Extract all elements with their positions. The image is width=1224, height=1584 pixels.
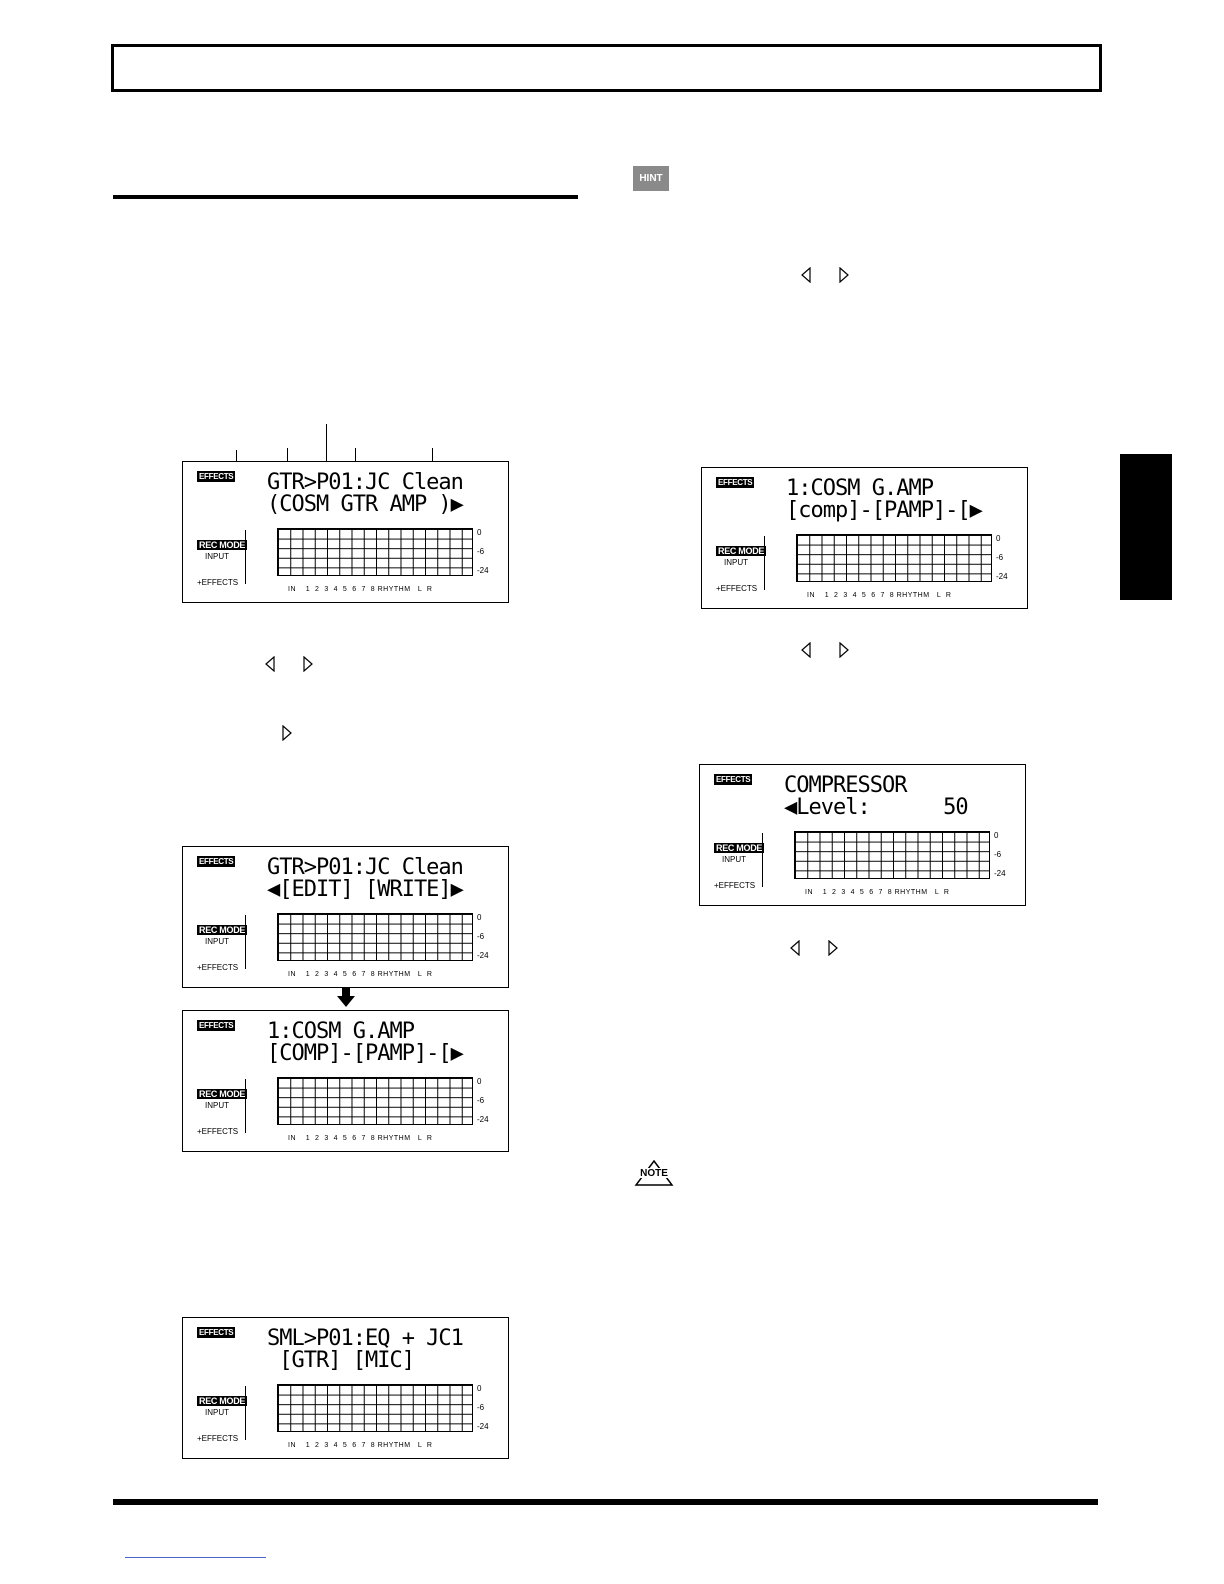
divider [245, 1079, 246, 1133]
leader-line [326, 424, 327, 464]
lcd-line-2: (COSM GTR AMP )▶ [267, 492, 463, 517]
effects-badge: EFFECTS [199, 857, 234, 866]
lcd-display [701, 467, 1028, 609]
effects-label: +EFFECTS [197, 1434, 239, 1443]
effects-badge: EFFECTS [199, 1328, 234, 1337]
footer-rule [113, 1499, 1098, 1505]
lcd-line-2: [COMP]-[PAMP]-[▶ [267, 1041, 463, 1066]
down-arrow-icon [336, 988, 356, 1008]
level-meter-grid [794, 831, 990, 879]
footer-link-underline[interactable] [125, 1557, 266, 1558]
input-label: INPUT [205, 937, 229, 946]
channel-labels: IN 1 2 3 4 5 6 7 8 RHYTHM L R [807, 592, 952, 599]
chapter-side-tab [1120, 454, 1172, 600]
effects-badge: EFFECTS [716, 775, 751, 784]
lcd-display [182, 1317, 509, 1459]
triangle-left-icon [790, 940, 800, 956]
rec-mode-label: REC MODE [199, 1396, 246, 1406]
effects-badge: EFFECTS [718, 478, 753, 487]
triangle-left-icon [801, 642, 811, 658]
scale-label: -6 [477, 1403, 485, 1412]
input-label: INPUT [205, 1101, 229, 1110]
input-label: INPUT [722, 855, 746, 864]
level-meter-grid [277, 913, 473, 961]
divider [245, 1386, 246, 1440]
effects-label: +EFFECTS [714, 881, 756, 890]
lcd-line-1: COMPRESSOR [784, 773, 907, 798]
scale-label: -6 [996, 553, 1004, 562]
triangle-right-icon [839, 267, 849, 283]
divider [762, 833, 763, 887]
note-icon [634, 1160, 674, 1186]
effects-label: +EFFECTS [716, 584, 758, 593]
hint-icon: HINT [633, 166, 669, 191]
scale-label: -24 [994, 869, 1006, 878]
lcd-line-1: 1:COSM G.AMP [786, 476, 933, 501]
channel-labels: IN 1 2 3 4 5 6 7 8 RHYTHM L R [288, 586, 433, 593]
scale-label: 0 [477, 1077, 482, 1086]
rec-mode-label: REC MODE [199, 540, 246, 550]
effects-label: +EFFECTS [197, 578, 239, 587]
divider [764, 536, 765, 590]
channel-labels: IN 1 2 3 4 5 6 7 8 RHYTHM L R [288, 1135, 433, 1142]
lcd-line-1: GTR>P01:JC Clean [267, 470, 463, 495]
lcd-line-1: 1:COSM G.AMP [267, 1019, 414, 1044]
scale-label: 0 [994, 831, 999, 840]
svg-text:NOTE: NOTE [640, 1168, 668, 1179]
rec-mode-label: REC MODE [716, 843, 763, 853]
section-rule [113, 195, 578, 199]
scale-label: -24 [477, 1115, 489, 1124]
scale-label: 0 [996, 534, 1001, 543]
lcd-line-1: SML>P01:EQ + JC1 [267, 1326, 463, 1351]
effects-badge: EFFECTS [199, 1021, 234, 1030]
scale-label: -6 [477, 547, 485, 556]
lcd-line-1: GTR>P01:JC Clean [267, 855, 463, 880]
level-meter-grid [277, 1384, 473, 1432]
input-label: INPUT [205, 552, 229, 561]
effects-label: +EFFECTS [197, 963, 239, 972]
triangle-right-icon [828, 940, 838, 956]
triangle-left-icon [801, 267, 811, 283]
divider [245, 530, 246, 584]
input-label: INPUT [724, 558, 748, 567]
triangle-right-icon [839, 642, 849, 658]
lcd-line-2: [GTR] [MIC] [267, 1348, 414, 1373]
triangle-right-icon [282, 725, 292, 741]
channel-labels: IN 1 2 3 4 5 6 7 8 RHYTHM L R [805, 889, 950, 896]
page-header-box [111, 44, 1102, 92]
scale-label: -6 [477, 932, 485, 941]
divider [245, 915, 246, 969]
effects-label: +EFFECTS [197, 1127, 239, 1136]
level-meter-grid [796, 534, 992, 582]
scale-label: 0 [477, 913, 482, 922]
triangle-right-icon [303, 656, 313, 672]
scale-label: 0 [477, 1384, 482, 1393]
lcd-display [182, 461, 509, 603]
level-meter-grid [277, 1077, 473, 1125]
lcd-display [182, 1010, 509, 1152]
input-label: INPUT [205, 1408, 229, 1417]
lcd-line-2: ◀Level: 50 [784, 795, 968, 820]
rec-mode-label: REC MODE [718, 546, 765, 556]
triangle-left-icon [265, 656, 275, 672]
rec-mode-label: REC MODE [199, 925, 246, 935]
rec-mode-label: REC MODE [199, 1089, 246, 1099]
level-meter-grid [277, 528, 473, 576]
effects-badge: EFFECTS [199, 472, 234, 481]
scale-label: -24 [996, 572, 1008, 581]
channel-labels: IN 1 2 3 4 5 6 7 8 RHYTHM L R [288, 971, 433, 978]
lcd-line-2: [comp]-[PAMP]-[▶ [786, 498, 982, 523]
channel-labels: IN 1 2 3 4 5 6 7 8 RHYTHM L R [288, 1442, 433, 1449]
scale-label: -6 [994, 850, 1002, 859]
scale-label: -6 [477, 1096, 485, 1105]
scale-label: -24 [477, 566, 489, 575]
lcd-line-2: ◀[EDIT] [WRITE]▶ [267, 877, 463, 902]
scale-label: -24 [477, 1422, 489, 1431]
lcd-display [182, 846, 509, 988]
scale-label: -24 [477, 951, 489, 960]
lcd-display [699, 764, 1026, 906]
scale-label: 0 [477, 528, 482, 537]
